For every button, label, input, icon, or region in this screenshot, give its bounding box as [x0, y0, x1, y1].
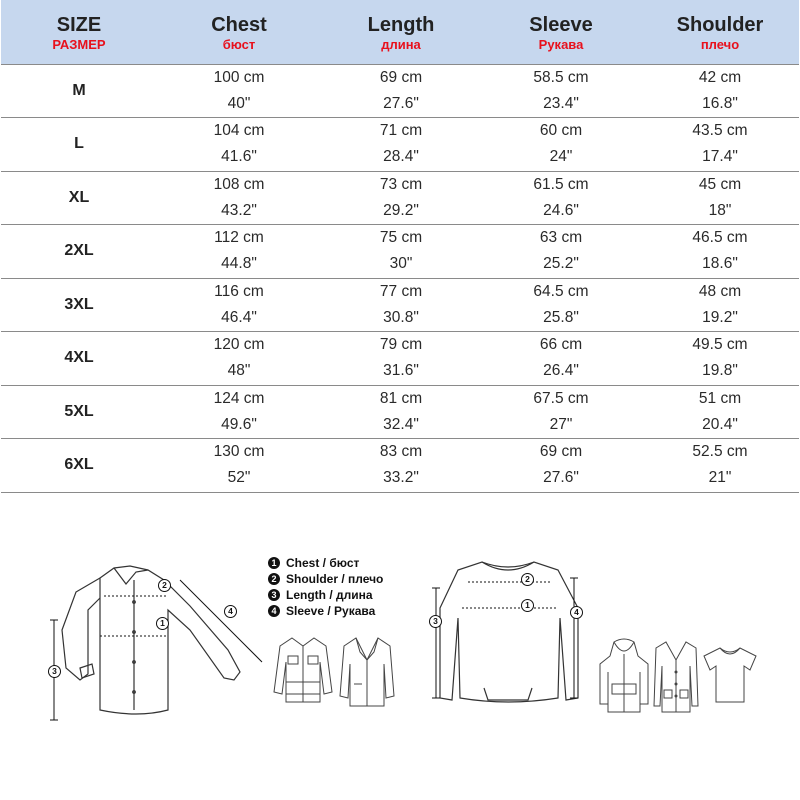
chest-cell: [157, 64, 321, 118]
legend-item-sleeve: [268, 603, 383, 619]
value-inches: 26.4": [543, 362, 579, 380]
legend-number: 1: [268, 557, 280, 569]
value-inches: 17.4": [702, 148, 738, 166]
header-size: [1, 0, 157, 64]
value-inches: 18.6": [702, 255, 738, 273]
value-inches: 27.6": [543, 469, 579, 487]
value-inches: 19.8": [702, 362, 738, 380]
value-inches: 25.8": [543, 308, 579, 326]
value-cm: 69 cm: [539, 443, 583, 461]
value-cm: 69 cm: [379, 68, 423, 86]
header-label-ru: длина: [381, 36, 421, 52]
size-cell: 2XL: [1, 225, 157, 279]
hoodie-icon: [598, 638, 650, 718]
value-cm: 81 cm: [379, 389, 423, 407]
chest-cell: [157, 171, 321, 225]
sleeve-cell: [481, 225, 641, 279]
table-row: [1, 385, 799, 439]
legend-number: 3: [268, 589, 280, 601]
shoulder-marker: 2: [158, 579, 171, 592]
value-inches: 16.8": [702, 94, 738, 112]
header-label-en: Length: [367, 13, 435, 36]
value-cm: 108 cm: [213, 175, 265, 193]
header-label-ru: бюст: [222, 36, 256, 52]
value-cm: 79 cm: [379, 336, 423, 354]
measurement-diagrams: [0, 540, 800, 800]
value-inches: 25.2": [543, 255, 579, 273]
value-inches: 27.6": [383, 94, 419, 112]
size-cell: 5XL: [1, 385, 157, 439]
value-inches: 52": [227, 469, 251, 487]
length-cell: [321, 278, 481, 332]
table-row: [1, 171, 799, 225]
length-cell: [321, 171, 481, 225]
blazer-icon: [338, 632, 396, 712]
length-cell: [321, 225, 481, 279]
header-label-ru: РАЗМЕР: [52, 36, 106, 52]
table-row: [1, 439, 799, 493]
value-inches: 44.8": [221, 255, 257, 273]
value-cm: 130 cm: [213, 443, 265, 461]
value-inches: 23.4": [543, 94, 579, 112]
value-cm: 77 cm: [379, 282, 423, 300]
chest-cell: [157, 118, 321, 172]
value-inches: 32.4": [383, 415, 419, 433]
legend-label: Length / длина: [286, 588, 373, 602]
shoulder-cell: [641, 64, 799, 118]
value-cm: 66 cm: [539, 336, 583, 354]
tshirt-icon: [700, 644, 760, 706]
header-chest: [157, 0, 321, 64]
length-cell: [321, 118, 481, 172]
value-inches: 41.6": [221, 148, 257, 166]
header-length: [321, 0, 481, 64]
chest-cell: [157, 225, 321, 279]
legend-item-shoulder: [268, 571, 383, 587]
table-body: [1, 64, 799, 492]
value-cm: 100 cm: [213, 68, 265, 86]
sweater-measurement-diagram: [428, 548, 588, 708]
value-inches: 33.2": [383, 469, 419, 487]
legend-number: 2: [268, 573, 280, 585]
value-inches: 19.2": [702, 308, 738, 326]
sweater-shoulder-marker: 2: [521, 573, 534, 586]
table-row: [1, 118, 799, 172]
header-row: [1, 0, 799, 64]
value-inches: 40": [227, 94, 251, 112]
value-cm: 49.5 cm: [692, 336, 748, 354]
sleeve-cell: [481, 171, 641, 225]
size-cell: 3XL: [1, 278, 157, 332]
shoulder-cell: [641, 385, 799, 439]
value-cm: 71 cm: [379, 122, 423, 140]
value-cm: 48 cm: [698, 282, 742, 300]
value-inches: 30": [389, 255, 413, 273]
size-cell: 6XL: [1, 439, 157, 493]
shoulder-cell: [641, 332, 799, 386]
shirt-measurement-diagram: [40, 550, 275, 730]
value-inches: 46.4": [221, 308, 257, 326]
sleeve-cell: [481, 385, 641, 439]
value-inches: 28.4": [383, 148, 419, 166]
header-label-en: Sleeve: [529, 13, 593, 36]
length-cell: [321, 385, 481, 439]
header-shoulder: [641, 0, 799, 64]
value-cm: 43.5 cm: [692, 122, 748, 140]
cardigan-icon: [652, 636, 700, 718]
chest-cell: [157, 385, 321, 439]
sweater-length-marker: 3: [429, 615, 442, 628]
sleeve-cell: [481, 118, 641, 172]
sleeve-cell: [481, 278, 641, 332]
length-cell: [321, 439, 481, 493]
shoulder-cell: [641, 118, 799, 172]
value-cm: 51 cm: [698, 389, 742, 407]
chest-cell: [157, 332, 321, 386]
legend-item-length: [268, 587, 383, 603]
legend-number: 4: [268, 605, 280, 617]
value-cm: 104 cm: [213, 122, 265, 140]
size-cell: 4XL: [1, 332, 157, 386]
size-chart-table: [1, 0, 799, 493]
value-inches: 29.2": [383, 201, 419, 219]
table-row: [1, 64, 799, 118]
sweater-sleeve-marker: 4: [570, 606, 583, 619]
legend-label: Sleeve / Рукава: [286, 604, 376, 618]
table-row: [1, 225, 799, 279]
size-cell: XL: [1, 171, 157, 225]
value-inches: 31.6": [383, 362, 419, 380]
value-inches: 43.2": [221, 201, 257, 219]
sweater-chest-marker: 1: [521, 599, 534, 612]
value-cm: 46.5 cm: [692, 229, 748, 247]
value-inches: 30.8": [383, 308, 419, 326]
chest-cell: [157, 439, 321, 493]
value-cm: 42 cm: [698, 68, 742, 86]
value-cm: 64.5 cm: [533, 282, 589, 300]
value-cm: 52.5 cm: [692, 443, 748, 461]
chest-cell: [157, 278, 321, 332]
value-cm: 67.5 cm: [533, 389, 589, 407]
table-header: [1, 0, 799, 64]
value-inches: 48": [227, 362, 251, 380]
table-row: [1, 278, 799, 332]
value-inches: 20.4": [702, 415, 738, 433]
sleeve-cell: [481, 332, 641, 386]
value-inches: 49.6": [221, 415, 257, 433]
value-cm: 112 cm: [214, 229, 264, 247]
sleeve-cell: [481, 64, 641, 118]
legend-label: Shoulder / плечо: [286, 572, 384, 586]
table-row: [1, 332, 799, 386]
value-cm: 124 cm: [213, 389, 265, 407]
shoulder-cell: [641, 278, 799, 332]
value-inches: 18": [708, 201, 732, 219]
size-cell: L: [1, 118, 157, 172]
header-label-en: Chest: [211, 13, 267, 36]
header-label-ru: плечо: [700, 36, 740, 52]
value-inches: 27": [549, 415, 573, 433]
value-inches: 21": [708, 469, 732, 487]
value-cm: 63 cm: [539, 229, 583, 247]
shoulder-cell: [641, 439, 799, 493]
value-inches: 24": [549, 148, 573, 166]
header-sleeve: [481, 0, 641, 64]
value-cm: 60 cm: [539, 122, 583, 140]
header-label-en: SIZE: [56, 13, 102, 36]
denim-jacket-icon: [272, 632, 334, 712]
legend-label: Chest / бюст: [286, 556, 360, 570]
sleeve-marker: 4: [224, 605, 237, 618]
value-cm: 83 cm: [379, 443, 423, 461]
legend-item-chest: [268, 555, 383, 571]
chest-marker: 1: [156, 617, 169, 630]
value-cm: 73 cm: [379, 175, 423, 193]
shoulder-cell: [641, 171, 799, 225]
header-label-ru: Рукава: [538, 36, 584, 52]
value-cm: 116 cm: [214, 282, 264, 300]
length-cell: [321, 64, 481, 118]
length-marker: 3: [48, 665, 61, 678]
value-cm: 75 cm: [379, 229, 423, 247]
length-cell: [321, 332, 481, 386]
value-cm: 61.5 cm: [533, 175, 589, 193]
sleeve-cell: [481, 439, 641, 493]
size-cell: M: [1, 64, 157, 118]
measurement-legend: [268, 555, 383, 619]
value-cm: 120 cm: [213, 336, 265, 354]
shoulder-cell: [641, 225, 799, 279]
value-inches: 24.6": [543, 201, 579, 219]
value-cm: 58.5 cm: [533, 68, 589, 86]
value-cm: 45 cm: [698, 175, 742, 193]
header-label-en: Shoulder: [676, 13, 764, 36]
